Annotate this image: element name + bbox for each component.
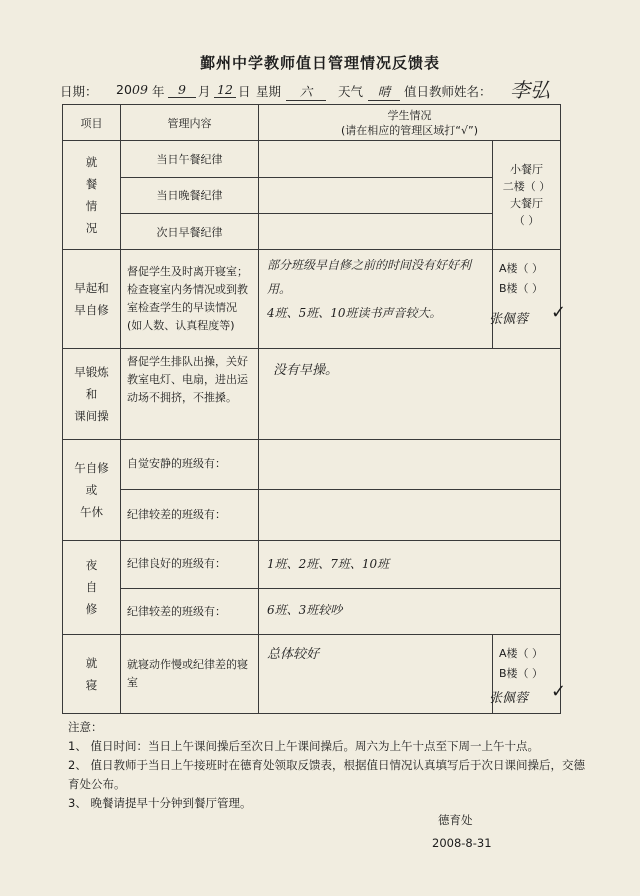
year-suffix: 年 (152, 84, 165, 99)
teacher-signature: 李弘 (510, 78, 550, 102)
morning-note-2: 用。 (267, 282, 292, 297)
bedtime-content: 就寝动作慢或纪律差的寝室 (121, 635, 259, 714)
evening-good-note: 1班、2班、7班、10班 (267, 556, 390, 571)
footer-department: 德育处 (438, 813, 473, 827)
bedtime-note: 总体较好 (267, 647, 320, 663)
dining-breakfast-cell[interactable] (259, 213, 493, 249)
big-canteen-label: 大餐厅 (510, 197, 543, 211)
teacher-name-label: 值日教师姓名： (404, 84, 492, 99)
form-title: 鄞州中学教师值日管理情况反馈表 (199, 54, 440, 72)
bedtime-signature: 张佩蓉 (489, 691, 529, 707)
bedtime-a-building[interactable]: A楼（ ） (499, 647, 544, 661)
bedtime-floor-cell (489, 635, 567, 714)
evening-good-cell[interactable] (259, 540, 561, 588)
notes-heading: 注意： (68, 720, 103, 734)
dining-row-dinner: 当日晚餐纪律 (121, 177, 259, 213)
morning-a-building[interactable]: A楼（ ） (499, 262, 544, 276)
date-label: 日期： (60, 84, 98, 99)
weekday-label: 星期 (256, 84, 282, 99)
evening-poor-label: 纪律较差的班级有： (121, 588, 259, 634)
noon-quiet-label: 自觉安静的班级有： (121, 439, 259, 489)
evening-poor-cell[interactable] (259, 588, 561, 634)
dining-lunch-cell[interactable] (259, 141, 493, 177)
bedtime-notes-cell[interactable] (259, 635, 493, 714)
header-item: 项目 (63, 105, 121, 141)
dining-row-breakfast: 次日早餐纪律 (121, 213, 259, 249)
day-handwritten: 12 (214, 82, 236, 98)
month-handwritten: 9 (168, 82, 196, 98)
management-table (62, 104, 567, 714)
bedtime-label: 就 寝 (63, 635, 121, 714)
dining-row-lunch: 当日午餐纪律 (121, 141, 259, 177)
exercise-notes-cell[interactable] (259, 348, 561, 439)
evening-poor-note: 6班、3班较吵 (267, 602, 343, 617)
month-suffix: 月 (198, 84, 211, 99)
big-canteen-check[interactable]: （ ） (513, 214, 540, 228)
dining-dinner-cell[interactable] (259, 177, 493, 213)
exercise-label: 早锻炼 和 课间操 (63, 348, 121, 439)
noon-label: 午自修 或 午休 (63, 439, 121, 540)
morning-content: 督促学生及时离开寝室；检查寝室内务情况或到教室检查学生的早读情况(如人数、认真程度等) (121, 250, 259, 349)
second-floor-label[interactable]: 二楼（ ） (502, 180, 551, 194)
noon-quiet-cell[interactable] (259, 439, 561, 489)
exercise-content: 督促学生排队出操，关好教室电灯、电扇，进出运动场不拥挤，不推搡。 (121, 348, 259, 439)
note-item-1: 1、 值日时间：当日上午课间操后至次日上午课间操后。周六为上午十点至下周一上午十点。 (68, 739, 539, 753)
small-canteen-label: 小餐厅 (510, 163, 543, 177)
morning-note-1: 部分班级早自修之前的时间没有好好利 (267, 258, 472, 273)
header-status (259, 105, 561, 141)
header-status-note: (请在相应的管理区域打“√”) (341, 123, 478, 137)
morning-signature: 张佩蓉 (489, 312, 529, 328)
note-item-2: 2、 值日教师于当日上午接班时在德育处领取反馈表，根据值日情况认真填写后于次日课间操后，交德育处公布。 (68, 758, 585, 791)
checkmark-icon: ✓ (551, 302, 567, 324)
weather-label: 天气 (338, 84, 364, 99)
evening-good-label: 纪律良好的班级有： (121, 540, 259, 588)
morning-floor-cell (489, 250, 567, 349)
noon-poor-cell[interactable] (259, 490, 561, 540)
day-suffix: 日 (238, 84, 251, 99)
noon-poor-label: 纪律较差的班级有： (121, 490, 259, 540)
morning-notes-cell[interactable] (259, 250, 493, 349)
checkmark-icon: ✓ (551, 681, 567, 703)
year-handwritten: 09 (132, 82, 148, 97)
morning-b-building[interactable]: B楼（ ） (499, 282, 544, 296)
weather-handwritten: 晴 (368, 82, 400, 101)
dining-label: 就 餐 情 况 (63, 141, 121, 250)
morning-note-3: 4班、5班、10班读书声音较大。 (267, 306, 442, 321)
dining-floor-cell (493, 141, 561, 250)
evening-label: 夜 自 修 (63, 540, 121, 635)
weekday-handwritten: 六 (286, 82, 326, 101)
date-line (60, 78, 580, 104)
note-item-3: 3、 晚餐请提早十分钟到餐厅管理。 (68, 796, 252, 810)
header-content: 管理内容 (121, 105, 259, 141)
exercise-note: 没有早操。 (273, 362, 339, 378)
year-printed: 20 (116, 82, 132, 97)
header-status-title: 学生情况 (387, 108, 432, 122)
footer-date: 2008-8-31 (432, 836, 492, 850)
notes-section (68, 718, 588, 813)
bedtime-b-building[interactable]: B楼（ ） (499, 667, 544, 681)
morning-label: 早起和 早自修 (63, 250, 121, 349)
